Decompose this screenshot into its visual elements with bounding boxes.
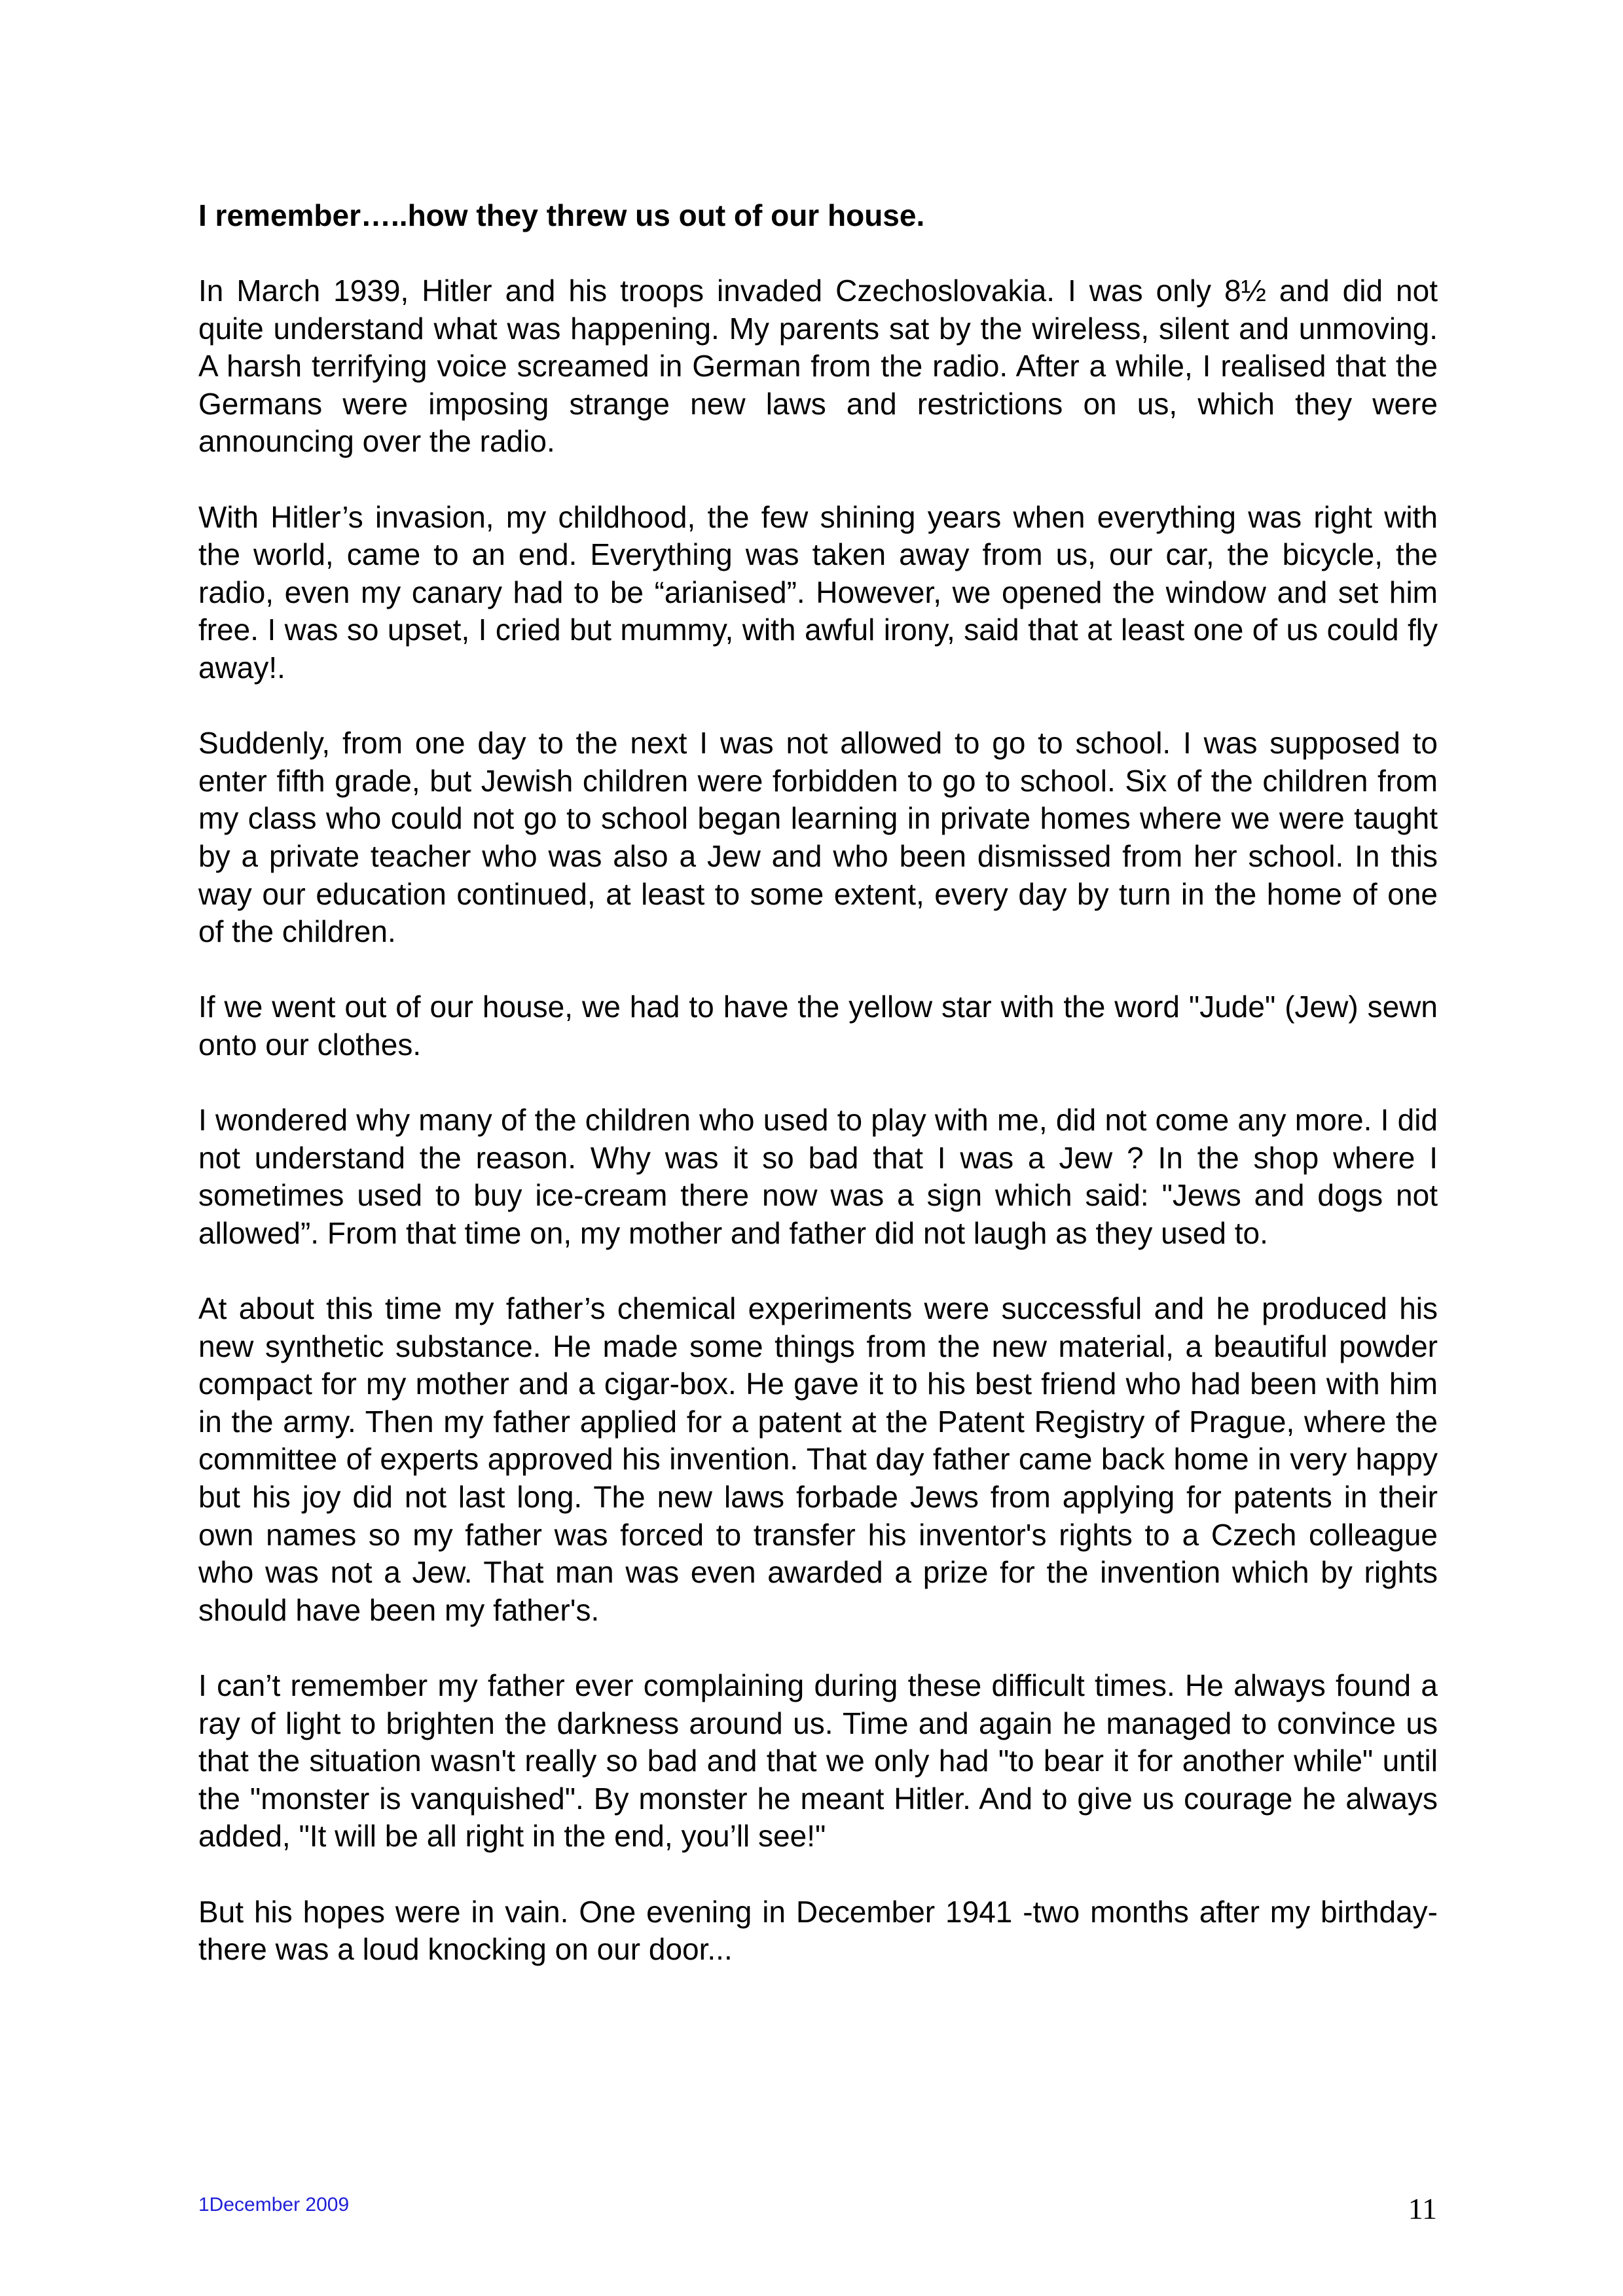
paragraph-school: Suddenly, from one day to the next I was not allowed to go to school. I was supposed to enter fifth grade, but Jewish children were forbidden to go to school. Six of the children from my class who could not go to school began learning in private homes where we were taught by a private teacher who was also a Jew and who been dismissed from her school. In this way our education continued, at least to some extent, every day by turn in the home of one of the children.	[198, 726, 1438, 949]
paragraph-childhood-end: With Hitler’s invasion, my childhood, the few shining years when everything was right with the world, came to an end. Everything was taken away from us, our car, the bicycle, the radio, even my canary had to be “arianised”. However, we opened the window and set him free. I was so upset, I cried but mummy, with awful irony, said that at least one of us could fly away!.	[198, 499, 1438, 685]
paragraph-father-hope: I can’t remember my father ever complaining during these difficult times. He always found a ray of light to brighten the darkness around us. Time and again he managed to convince us that the situation wasn't really so bad and that we only had "to bear it for another while" until the "monster is vanquished". By monster he meant Hitler. And to give us courage he always added, "It will be all right in the end, you’ll see!"	[198, 1668, 1438, 1854]
paragraph-yellow-star: If we went out of our house, we had to have the yellow star with the word "Jude" (Jew) sewn onto our clothes.	[198, 990, 1438, 1062]
paragraph-friends: I wondered why many of the children who used to play with me, did not come any more. I did not understand the reason. Why was it so bad that I was a Jew ? In the shop where I sometimes used to buy ice-cream there now was a sign which said: "Jews and dogs not allowed”. From that time on, my mother and father did not laugh as they used to.	[198, 1103, 1438, 1250]
page-title: I remember…..how they threw us out of our house.	[198, 198, 925, 232]
footer-date: 1December 2009	[198, 2194, 350, 2215]
page-number: 11	[1408, 2192, 1437, 2225]
paragraph-knocking: But his hopes were in vain. One evening in December 1941 -two months after my birthday- there was a loud knocking on our door...	[198, 1894, 1438, 1967]
paragraph-invasion: In March 1939, Hitler and his troops invaded Czechoslovakia. I was only 8½ and did not quite understand what was happening. My parents sat by the wireless, silent and unmoving. A harsh terrifying voice screamed in German from the radio. After a while, I realised that the Germans were imposing strange new laws and restrictions on us, which they were announcing over the radio.	[198, 274, 1438, 459]
paragraph-patent: At about this time my father’s chemical experiments were successful and he produced his new synthetic substance. He made some things from the new material, a beautiful powder compact for my mother and a cigar-box. He gave it to his best friend who had been with him in the army. Then my father applied for a patent at the Patent Registry of Prague, where the committee of experts approved his invention. That day father came back home in very happy but his joy did not last long. The new laws forbade Jews from applying for patents in their own names so my father was forced to transfer his inventor's rights to a Czech colleague who was not a Jew. That man was even awarded a prize for the invention which by rights should have been my father's.	[198, 1291, 1438, 1627]
body-text	[198, 272, 1438, 2006]
